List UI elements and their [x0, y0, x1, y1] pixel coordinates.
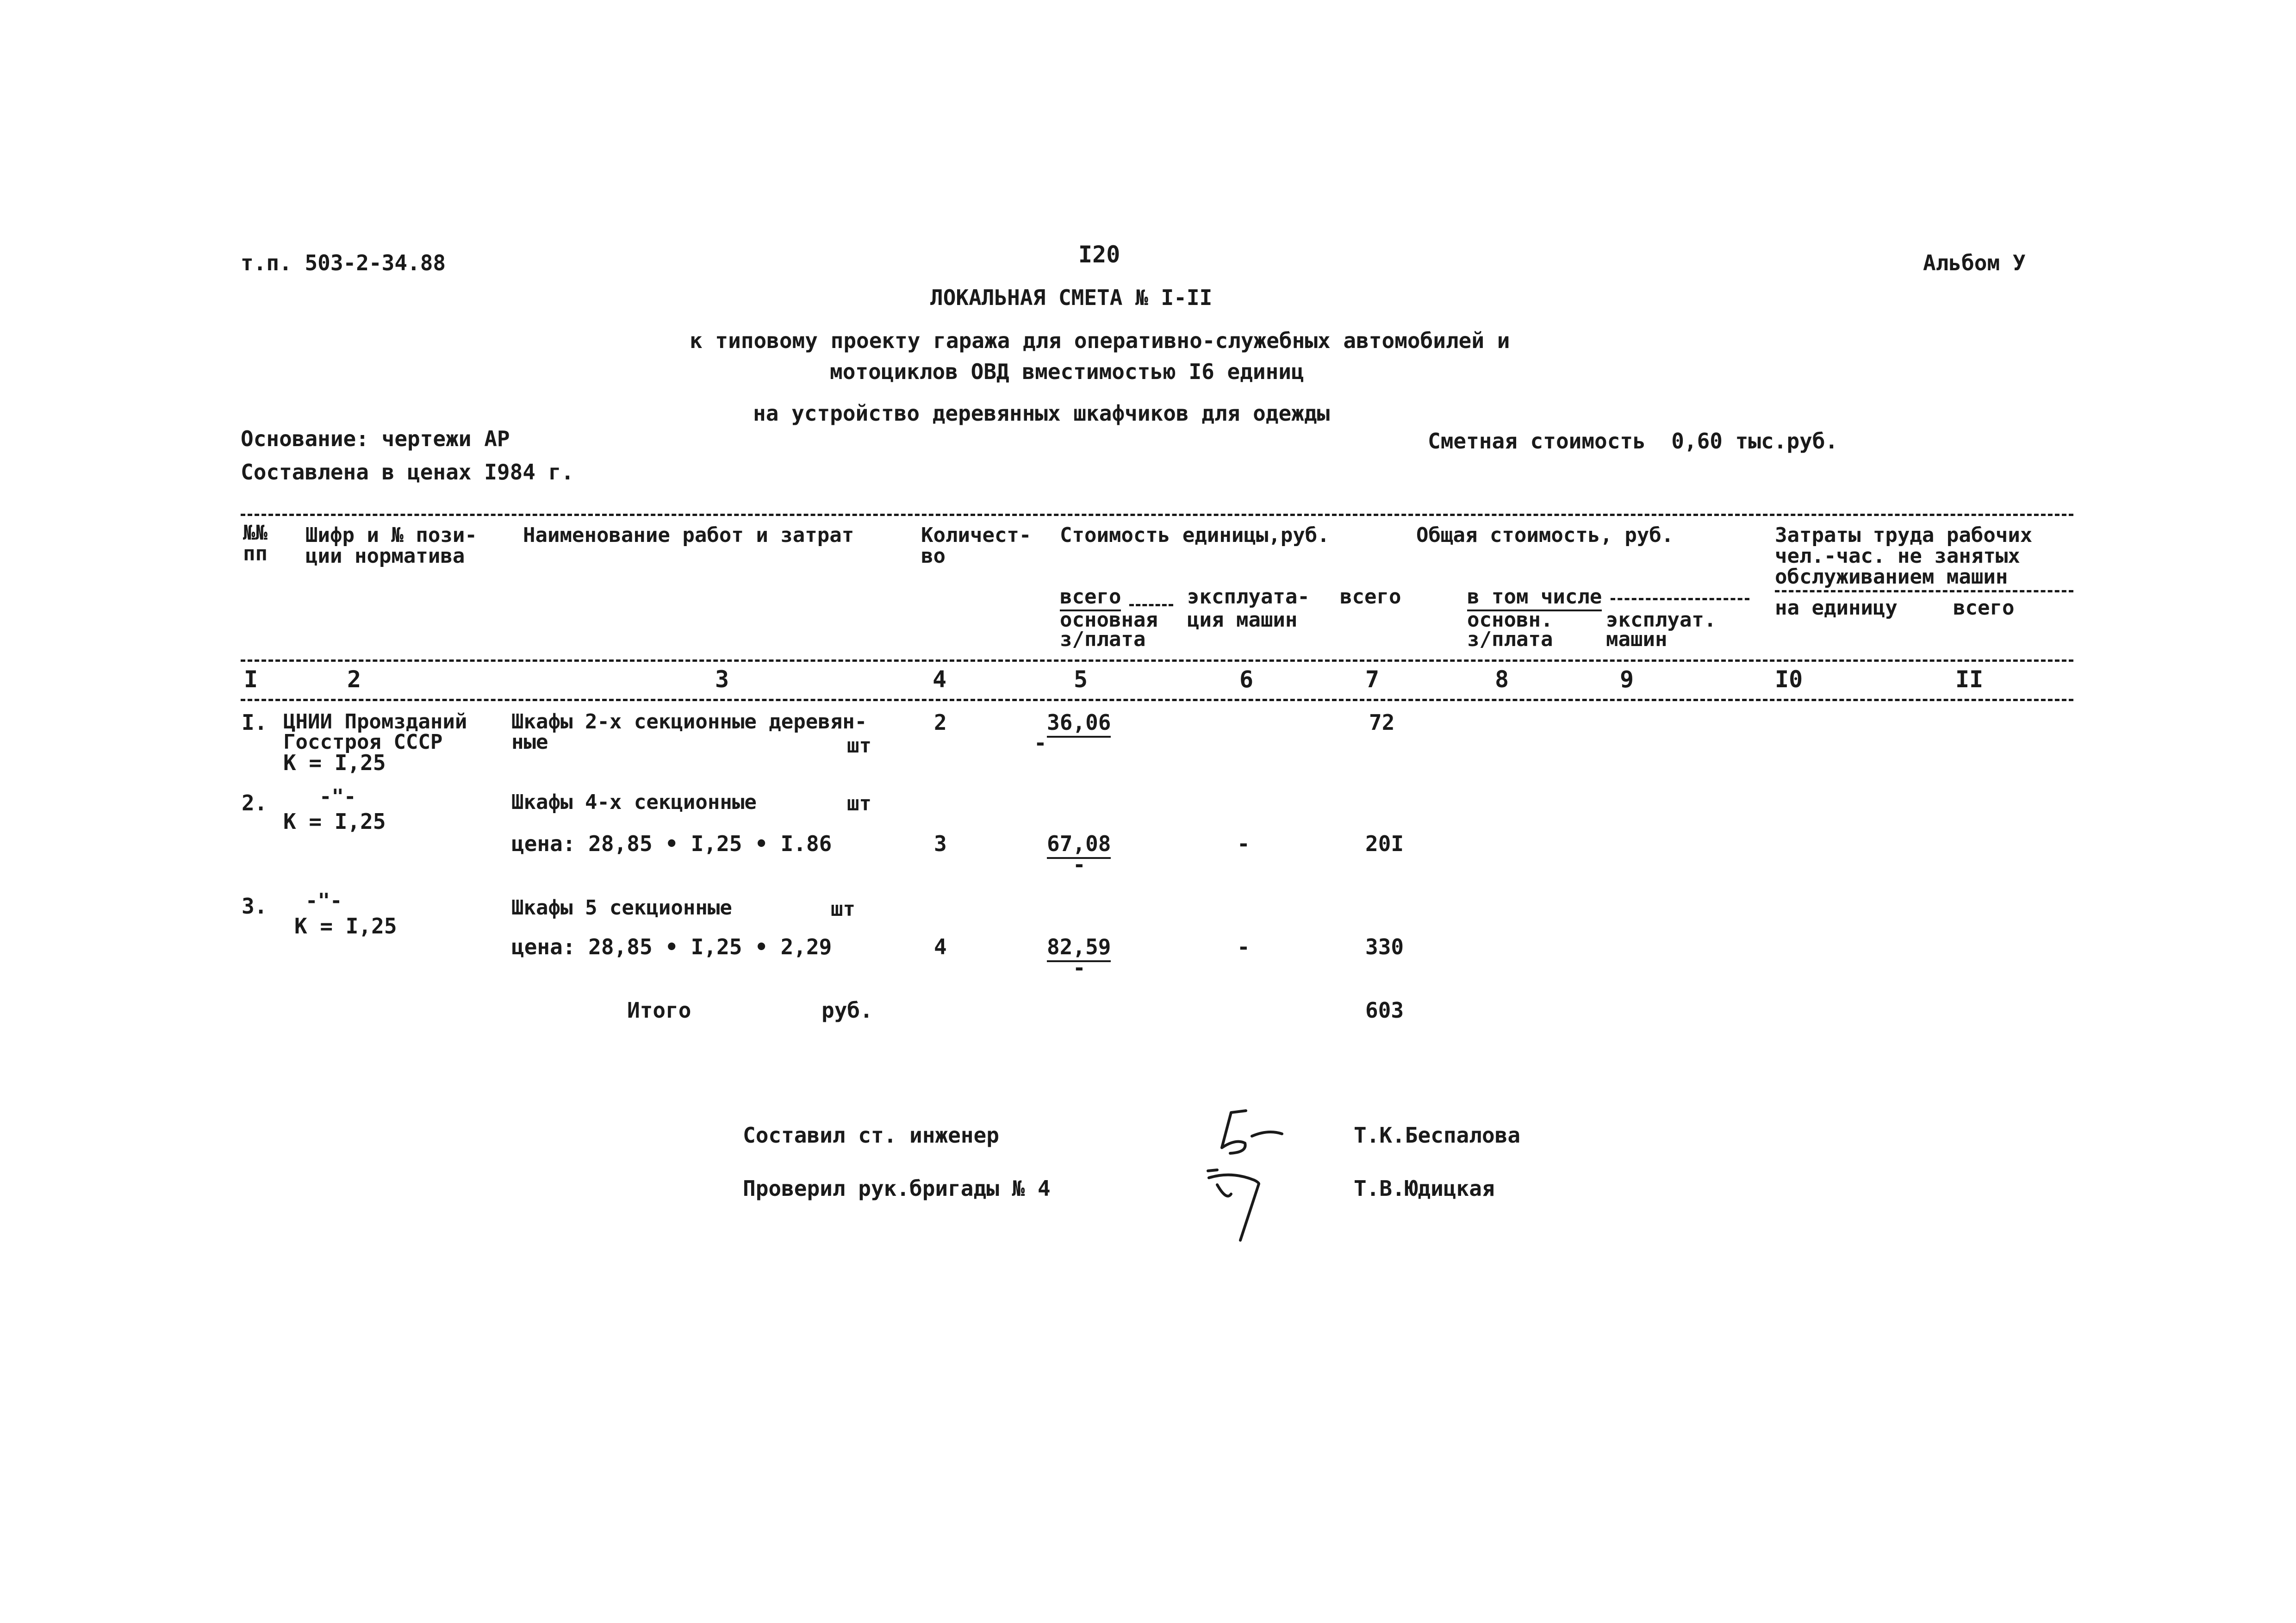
- header-unit-base: основная: [1060, 608, 1158, 632]
- total-unit: руб.: [821, 998, 873, 1023]
- header-code: Шифр и № пози-: [305, 523, 477, 547]
- header-incl-machine: эксплуат.: [1606, 608, 1717, 632]
- header-labor: Затраты труда рабочих: [1775, 523, 2033, 547]
- header-total-all: всего: [1340, 585, 1401, 609]
- title-line-2: к типовому проекту гаража для оперативно-служебных автомобилей и: [690, 328, 1510, 353]
- colnum-11: II: [1955, 666, 1984, 693]
- row3-qty: 4: [934, 934, 947, 959]
- colnum-5: 5: [1074, 666, 1088, 693]
- header-num: №№: [243, 521, 268, 545]
- colnum-1: I: [244, 666, 258, 693]
- row1-unit: шт: [847, 734, 871, 758]
- row1-qty: 2: [934, 710, 947, 735]
- header-incl-machine-2: машин: [1606, 628, 1668, 651]
- row3-price-formula: цена: 28,85 • I,25 • 2,29: [511, 934, 832, 959]
- header-unit-machine-2: ция машин: [1187, 608, 1298, 632]
- colnum-8: 8: [1495, 666, 1509, 693]
- table-top-rule: [241, 514, 2073, 516]
- header-labor-total: всего: [1953, 596, 2015, 620]
- row1-name-line1: Шкафы 2-х секционные деревян-: [511, 710, 867, 734]
- doc-reference: т.п. 503-2-34.88: [241, 250, 446, 275]
- checked-name: Т.В.Юдицкая: [1354, 1176, 1495, 1201]
- row2-unit-base: -: [1073, 852, 1086, 877]
- row3-name: Шкафы 5 секционные: [511, 896, 732, 920]
- row1-unit-cost: 36,06: [1047, 712, 1111, 733]
- row2-code-ditto: -"-: [319, 785, 356, 808]
- total-value: 603: [1365, 998, 1404, 1023]
- row3-unit-base: -: [1073, 955, 1086, 980]
- labor-rule: [1775, 590, 2073, 592]
- row2-unit: шт: [847, 792, 871, 815]
- row1-code-line1: ЦНИИ Промзданий: [283, 710, 467, 734]
- row2-code-k: К = I,25: [283, 809, 386, 834]
- row3-machine: -: [1237, 934, 1250, 959]
- row2-qty: 3: [934, 831, 947, 856]
- total-label: Итого: [627, 998, 691, 1023]
- header-total-cost: Общая стоимость, руб.: [1416, 523, 1674, 547]
- colnum-9: 9: [1620, 666, 1634, 693]
- signature-2-strokes: [1208, 1170, 1259, 1240]
- row3-code-ditto: -"-: [305, 889, 342, 913]
- header-qty-2: во: [921, 544, 946, 568]
- header-code-2: ции норматива: [305, 544, 465, 568]
- row1-total: 72: [1369, 710, 1395, 735]
- checked-label: Проверил рук.бригады № 4: [743, 1176, 1051, 1201]
- row2-unit-cost: 67,08: [1047, 833, 1111, 854]
- header-unit-machine: эксплуата-: [1187, 585, 1310, 609]
- row3-unit-cost: 82,59: [1047, 936, 1111, 958]
- header-incl: в том числе: [1467, 587, 1602, 607]
- page-number: I20: [1078, 241, 1120, 268]
- column-numbers-top-rule: [241, 659, 2073, 662]
- column-numbers-bottom-rule: [241, 699, 2073, 701]
- row1-unit-base: -: [1034, 730, 1047, 755]
- header-qty: Количест-: [921, 523, 1032, 547]
- row2-total: 20I: [1365, 831, 1404, 856]
- title-line-4: на устройство деревянных шкафчиков для одежды: [753, 401, 1330, 426]
- incl-dash: [1611, 598, 1749, 600]
- colnum-2: 2: [347, 666, 361, 693]
- unit-total-dash: [1129, 604, 1173, 606]
- header-incl-base: основн.: [1467, 608, 1553, 632]
- colnum-4: 4: [933, 666, 947, 693]
- colnum-7: 7: [1365, 666, 1380, 693]
- row2-num: 2.: [242, 790, 268, 815]
- row1-num: I.: [242, 710, 268, 735]
- row3-total: 330: [1365, 934, 1404, 959]
- signature-1-strokes: [1222, 1111, 1282, 1153]
- row1-name-line2: ные: [511, 730, 548, 754]
- header-num-2: пп: [243, 542, 268, 566]
- row3-num: 3.: [242, 894, 268, 919]
- estimated-cost: Сметная стоимость 0,60 тыс.руб.: [1428, 429, 1838, 454]
- compiled-label: Составил ст. инженер: [743, 1123, 999, 1148]
- header-name: Наименование работ и затрат: [523, 523, 854, 547]
- header-incl-base-2: з/плата: [1467, 628, 1553, 651]
- document-title: ЛОКАЛЬНАЯ СМЕТА № I-II: [930, 285, 1213, 310]
- header-unit-cost: Стоимость единицы,руб.: [1060, 523, 1330, 547]
- compiled-name: Т.К.Беспалова: [1354, 1123, 1521, 1148]
- header-labor-unit: на единицу: [1775, 596, 1898, 620]
- header-labor-2: чел.-час. не занятых: [1775, 544, 2020, 568]
- prices-text: Составлена в ценах I984 г.: [241, 460, 574, 485]
- title-line-3: мотоциклов ОВД вместимостью I6 единиц: [830, 359, 1304, 384]
- row3-unit: шт: [831, 897, 855, 921]
- header-unit-base-2: з/плата: [1060, 628, 1146, 651]
- row1-code-line3: К = I,25: [283, 750, 386, 775]
- colnum-10: I0: [1775, 666, 1803, 693]
- row3-code-k: К = I,25: [294, 914, 397, 939]
- header-labor-3: обслуживанием машин: [1775, 565, 2008, 589]
- colnum-6: 6: [1239, 666, 1254, 693]
- row2-machine: -: [1237, 831, 1250, 856]
- album-label: Альбом У: [1923, 250, 2026, 275]
- signature-images: [1203, 1101, 1314, 1250]
- row2-price-formula: цена: 28,85 • I,25 • I.86: [511, 831, 832, 856]
- colnum-3: 3: [715, 666, 729, 693]
- row1-code-line2: Госстроя СССР: [283, 730, 443, 754]
- basis-text: Основание: чертежи АР: [241, 426, 510, 451]
- row2-name: Шкафы 4-х секционные: [511, 790, 757, 814]
- header-unit-total: всего: [1060, 587, 1121, 607]
